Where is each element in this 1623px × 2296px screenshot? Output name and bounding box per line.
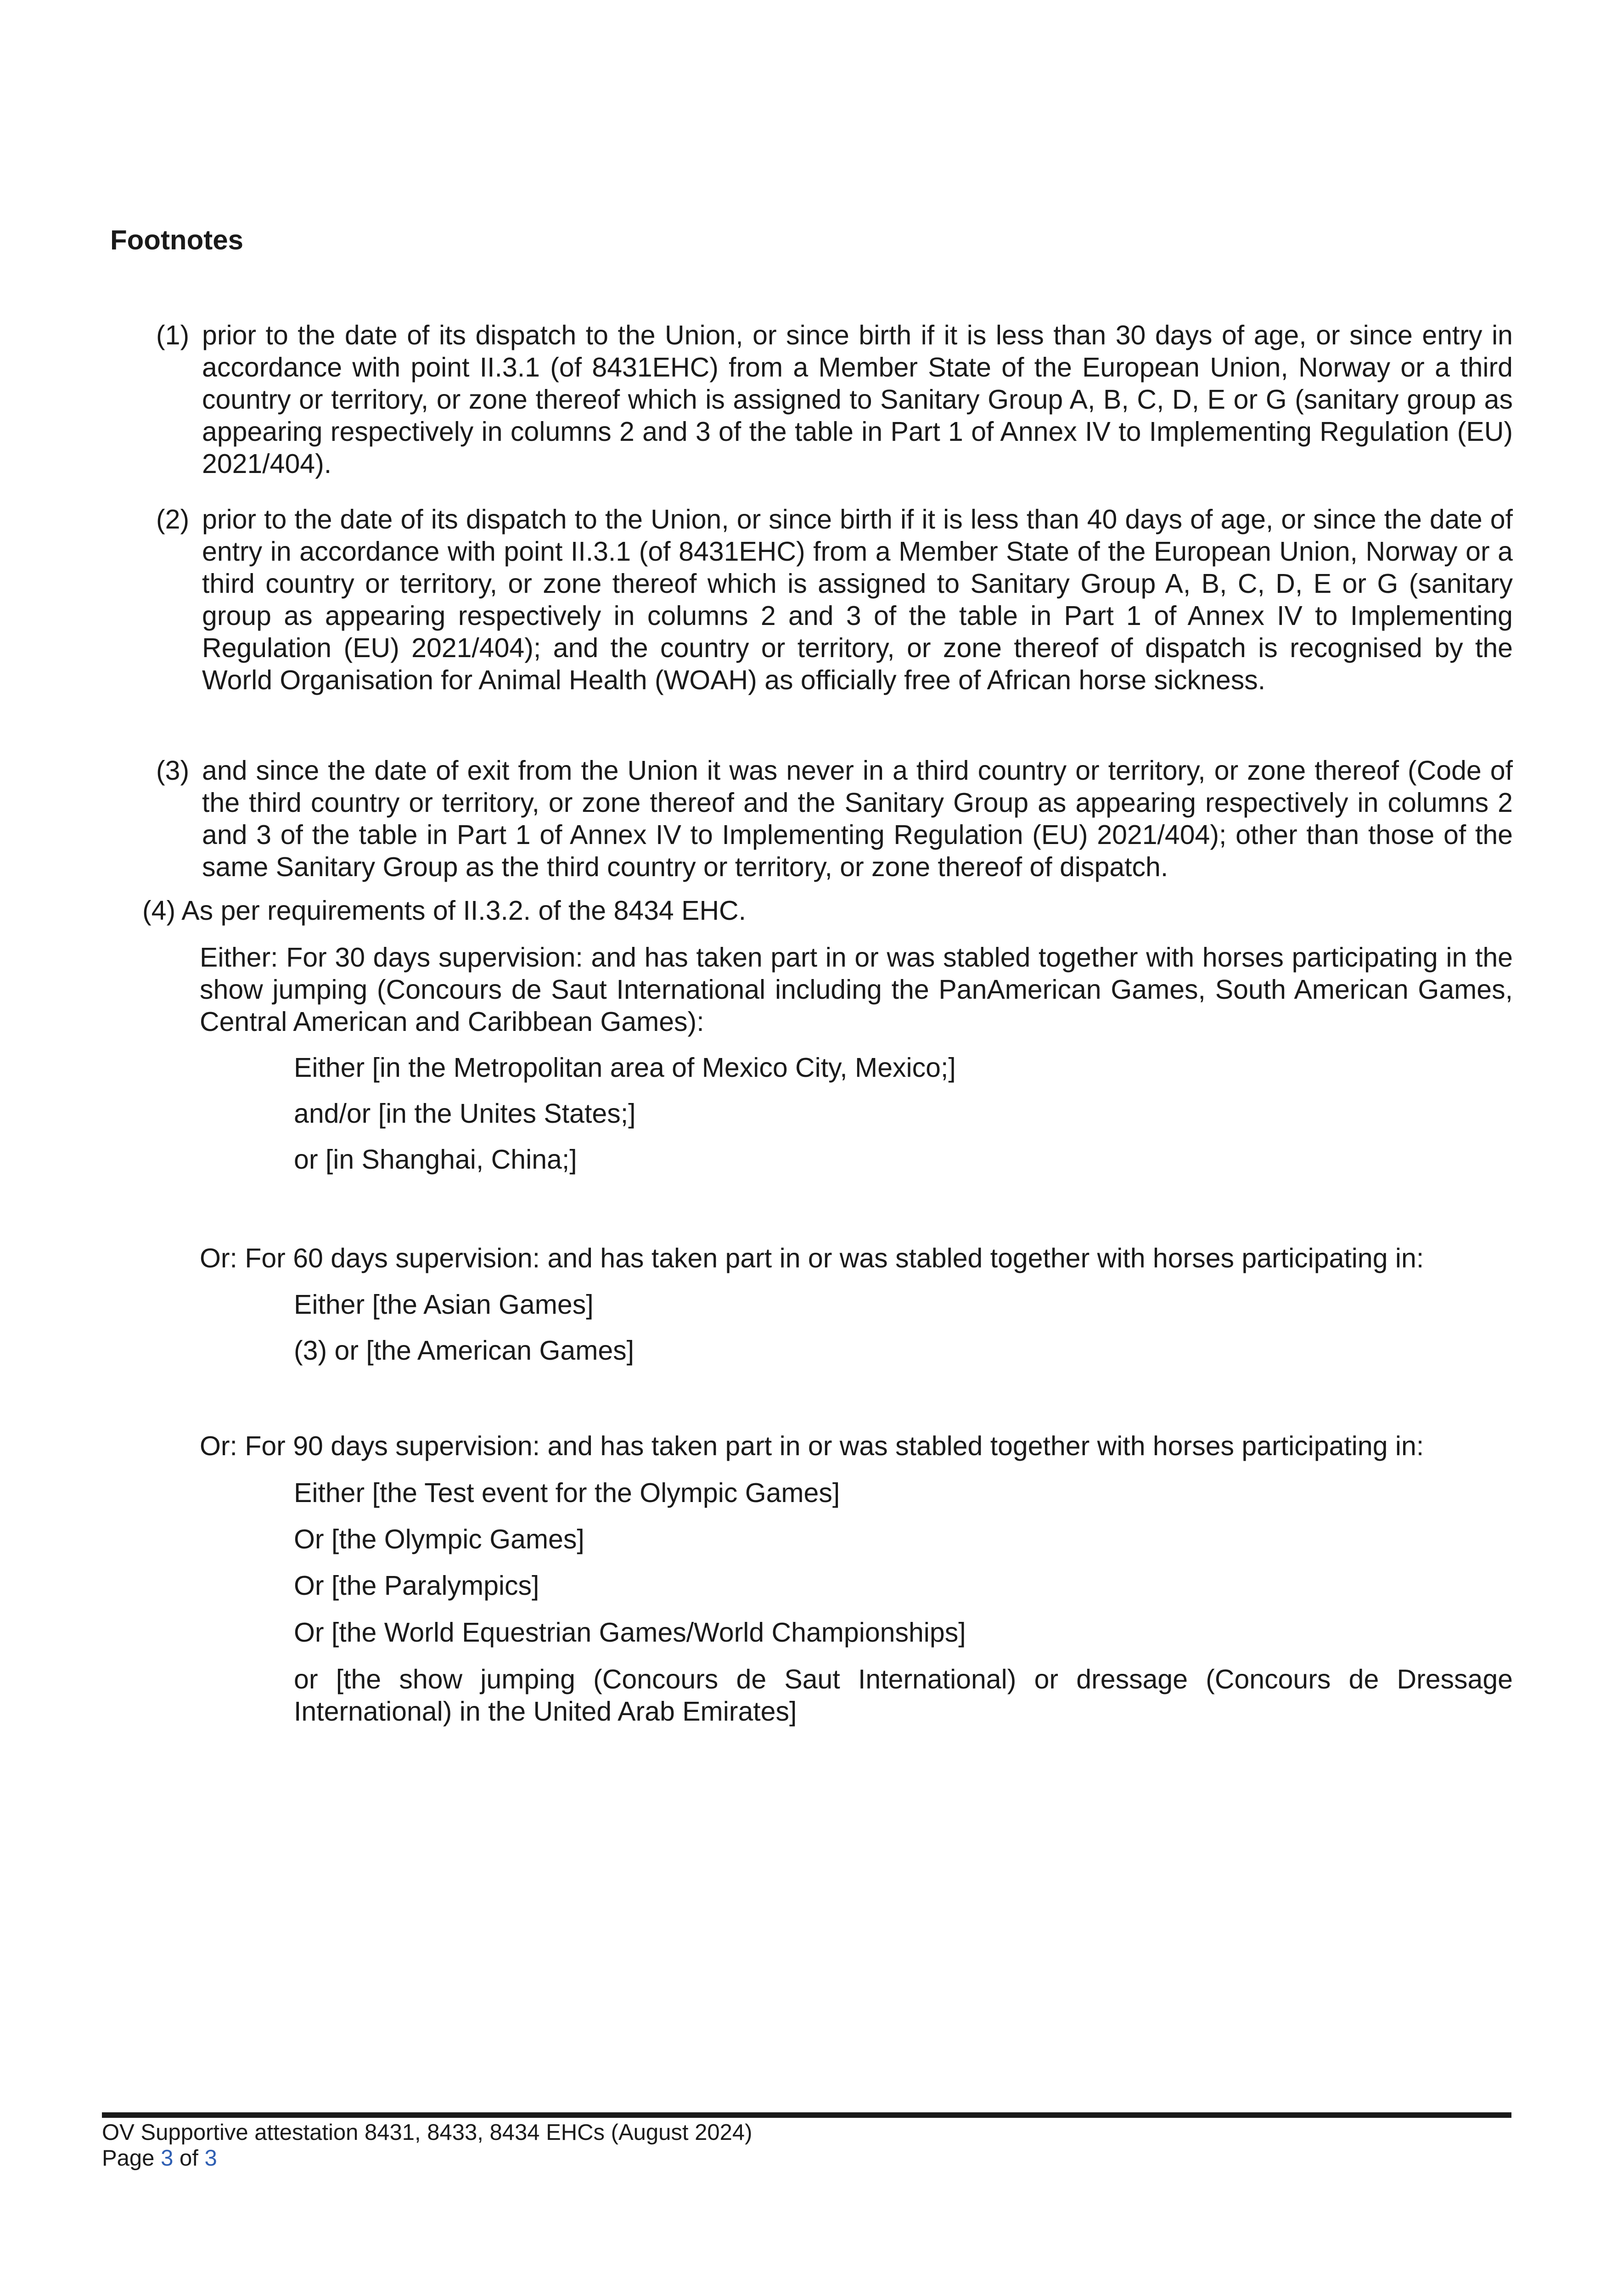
footnote-4-intro: (4) As per requirements of II.3.2. of the 8434 EHC. — [142, 895, 747, 926]
footnote-text: and since the date of exit from the Union it was never in a third country or territory, or zone thereof (Code of the third country or territory, or zone thereof and the Sanitary Group as appearing respectively in columns 2 and 3 of the table in Part 1 of Annex IV to Implementing Regulation (EU) 2021/404); other than those of the same Sanitary Group as the third country or territory, or zone thereof of dispatch. — [202, 755, 1513, 882]
supervision-30-item: and/or [in the Unites States;] — [294, 1098, 636, 1129]
supervision-90-item: Either [the Test event for the Olympic Games] — [294, 1478, 840, 1508]
supervision-90-days: Or: For 90 days supervision: and has taken part in or was stabled together with horses participating in: — [200, 1431, 1424, 1461]
supervision-60-days: Or: For 60 days supervision: and has taken part in or was stabled together with horses participating in: — [200, 1243, 1424, 1273]
supervision-90-item: Or [the Paralympics] — [294, 1570, 539, 1601]
footnote-number: (2) — [156, 504, 190, 535]
page-of: of — [179, 2146, 198, 2171]
supervision-90-item: Or [the Olympic Games] — [294, 1524, 584, 1554]
footnote-text: prior to the date of its dispatch to the Union, or since birth if it is less than 30 days of age, or since entry in accordance with point II.3.1 (of 8431EHC) from a Member State of the European Union, Norway or a third country or territory, or zone thereof which is assigned to Sanitary Group A, B, C, D, E or G (sanitary group as appearing respectively in columns 2 and 3 of the table in Part 1 of Annex IV to Implementing Regulation (EU) 2021/404). — [202, 320, 1513, 479]
supervision-30-item: or [in Shanghai, China;] — [294, 1144, 577, 1175]
footer-divider — [102, 2112, 1511, 2118]
footnote-1 — [156, 319, 1513, 480]
supervision-60-item: Either [the Asian Games] — [294, 1289, 594, 1320]
footnote-text: prior to the date of its dispatch to the Union, or since birth if it is less than 40 days of age, or since the date of entry in accordance with point II.3.1 (of 8431EHC) from a Member State of the European Union, Norway or a third country or territory, or zone thereof which is assigned to Sanitary Group A, B, C, D, E or G (sanitary group as appearing respectively in columns 2 and 3 of the table in Part 1 of Annex IV to Implementing Regulation (EU) 2021/404); and the country or territory, or zone thereof of dispatch is recognised by the World Organisation for Animal Health (WOAH) as officially free of African horse sickness. — [202, 504, 1513, 695]
footnote-number: (3) — [156, 755, 190, 786]
footer-title: OV Supportive attestation 8431, 8433, 8434 EHCs (August 2024) — [102, 2120, 753, 2145]
footnote-number: (1) — [156, 320, 190, 350]
supervision-90-item: or [the show jumping (Concours de Saut International) or dressage (Concours de Dressage International) in the United Arab Emirates] — [294, 1664, 1513, 1727]
footnote-2 — [156, 503, 1513, 696]
footnotes-heading: Footnotes — [110, 225, 243, 255]
supervision-30-item: Either [in the Metropolitan area of Mexico City, Mexico;] — [294, 1052, 956, 1083]
page-total: 3 — [204, 2146, 217, 2171]
supervision-30-days: Either: For 30 days supervision: and has taken part in or was stabled together with horses participating in the show jumping (Concours de Saut International including the PanAmerican Games, South American Games, Central American and Caribbean Games): — [200, 942, 1513, 1037]
footer-page-number — [102, 2144, 217, 2172]
supervision-90-item: Or [the World Equestrian Games/World Championships] — [294, 1617, 966, 1648]
page-label: Page — [102, 2146, 155, 2171]
supervision-60-item: (3) or [the American Games] — [294, 1335, 635, 1366]
footnote-3 — [156, 754, 1513, 883]
page-current: 3 — [161, 2146, 174, 2171]
